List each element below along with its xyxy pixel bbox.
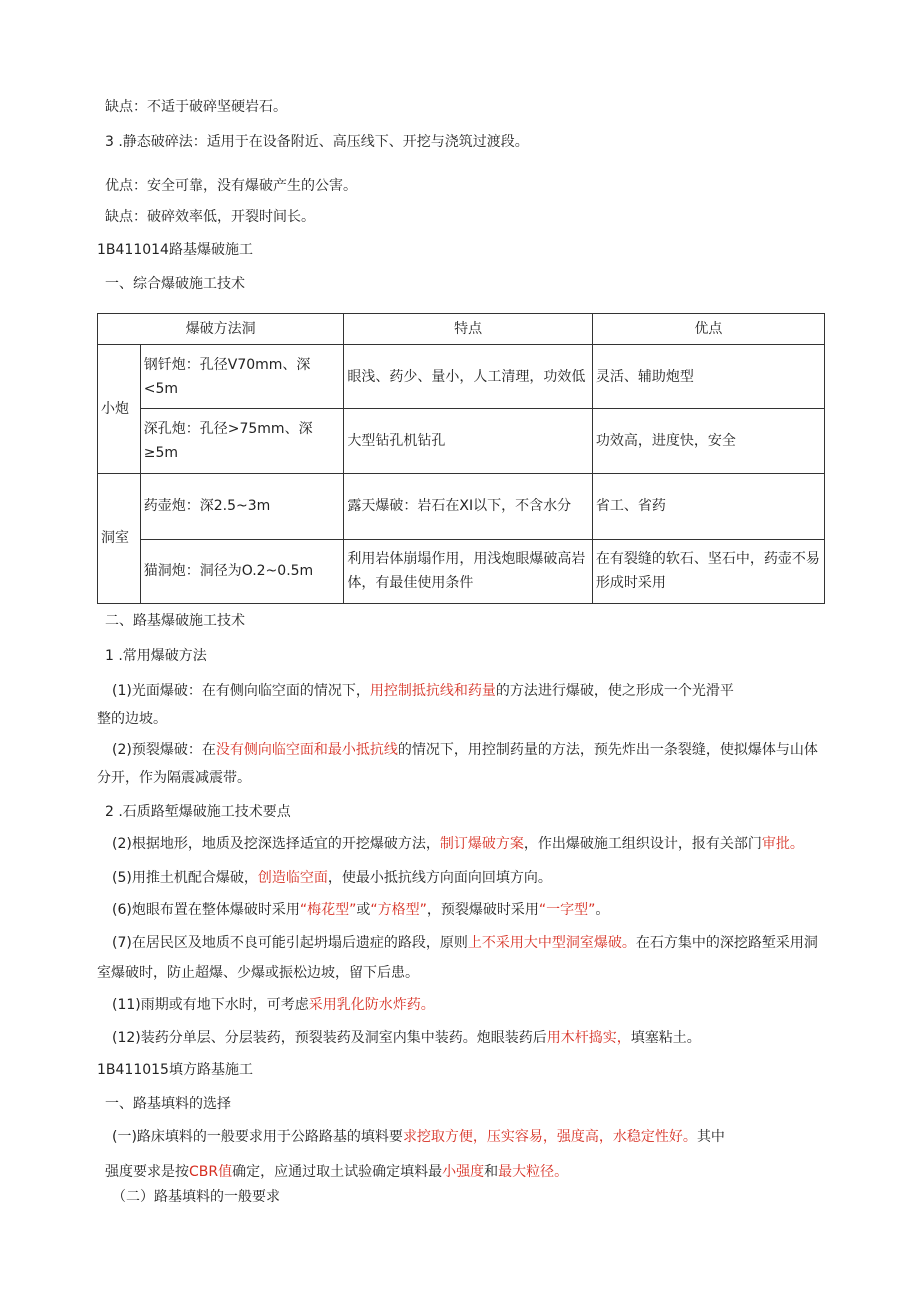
text-span: (5)用推土机配合爆破， (112, 870, 258, 886)
subsection-heading: 二、路基爆破施工技术 (105, 613, 245, 629)
blasting-methods-table (97, 313, 825, 604)
paragraph-line (112, 901, 609, 919)
text-line: 优点：安全可靠，没有爆破产生的公害。 (105, 178, 357, 194)
text-span: 。 (595, 902, 610, 918)
text-line: 缺点：破碎效率低，开裂时间长。 (105, 209, 315, 225)
emphasis-text: 用控制抵抗线和药量 (369, 683, 496, 699)
emphasis-text: 最大粒径。 (498, 1164, 569, 1180)
table-row (98, 473, 825, 539)
text-line: （二）路基填料的一般要求 (112, 1189, 280, 1205)
emphasis-text: 上不采用大中型洞室爆破。 (467, 935, 636, 951)
table-cell: 省工、省药 (592, 473, 824, 539)
text-span: ，预裂爆破时采用 (426, 902, 539, 918)
table-cell: 钢钎炮：孔径V70mm、深<5m (140, 345, 344, 409)
table-cell: 眼浅、药少、量小，人工清理，功效低 (344, 345, 592, 409)
text-span: 在石方集中的深挖路堑采用洞 (635, 935, 818, 951)
table-cell: 猫洞炮：洞径为O.2~0.5m (140, 539, 344, 603)
emphasis-text: “一字型” (538, 902, 596, 918)
text-span: (1)光面爆破：在有侧向临空面的情况下， (112, 683, 370, 699)
paragraph-line (112, 1128, 725, 1146)
text-span: 确定，应通过取土试验确定填料最 (232, 1164, 443, 1180)
table-cell: 在有裂缝的软石、坚石中，药壶不易形成时采用 (592, 539, 824, 603)
section-heading: 1B411014路基爆破施工 (97, 242, 253, 258)
table-cell: 利用岩体崩塌作用，用浅炮眼爆破高岩体，有最佳使用条件 (344, 539, 592, 603)
paragraph-line (105, 1163, 568, 1181)
table-row (98, 345, 825, 409)
text-span: (2)预裂爆破：在 (112, 742, 216, 758)
text-span: ，使最小抵抗线方向面向回填方向。 (327, 870, 552, 886)
text-span: (6)炮眼布置在整体爆破时采用 (112, 902, 300, 918)
text-span: 和 (484, 1164, 499, 1180)
paragraph-line (112, 741, 818, 759)
text-span: (2)根据地形，地质及挖深选择适宜的开挖爆破方法， (112, 836, 440, 852)
emphasis-text: 采用乳化防水炸药。 (308, 997, 435, 1013)
text-span: ，作出爆破施工组织设计，报有关部门 (523, 836, 762, 852)
text-span: (11)雨期或有地下水时，可考虑 (112, 997, 309, 1013)
emphasis-text: 用木杆捣实， (546, 1030, 631, 1046)
text-span: 其中 (696, 1129, 725, 1145)
emphasis-text: 求挖取方便，压实容易，强度高，水稳定性好。 (402, 1129, 697, 1145)
text-line: 3 .静态破碎法：适用于在设备附近、高压线下、开挖与浇筑过渡段。 (105, 134, 529, 150)
paragraph-line (112, 835, 804, 853)
emphasis-text: CBR值 (189, 1164, 233, 1180)
paragraph-line: 室爆破时，防止超爆、少爆或振松边坡，留下后患。 (97, 965, 419, 981)
text-span: 的方法进行爆破，使之形成一个光滑平 (495, 683, 734, 699)
paragraph-line (112, 682, 734, 700)
paragraph-line: 分开，作为隔震减震带。 (97, 770, 251, 786)
table-cell: 药壶炮：深2.5~3m (140, 473, 344, 539)
text-span: (一)路床填料的一般要求用于公路路基的填料要 (112, 1129, 403, 1145)
table-cell: 深孔炮：孔径>75mm、深≥5m (140, 409, 344, 473)
emphasis-text: 审批。 (761, 836, 804, 852)
emphasis-text: 创造临空面 (257, 870, 328, 886)
subsection-heading: 一、综合爆破施工技术 (105, 276, 245, 292)
table-header-cell: 特点 (344, 314, 592, 345)
text-line: 缺点：不适于破碎坚硬岩石。 (105, 99, 287, 115)
table-header-cell: 爆破方法洞 (98, 314, 344, 345)
paragraph-line (112, 1029, 701, 1047)
emphasis-text: “梅花型” (299, 902, 357, 918)
section-heading: 1B411015填方路基施工 (97, 1062, 253, 1078)
text-span: 或 (356, 902, 371, 918)
paragraph-line (112, 869, 552, 887)
paragraph-line (112, 934, 818, 952)
emphasis-text: 没有侧向临空面和最小抵抗线 (215, 742, 398, 758)
text-line: 1 .常用爆破方法 (105, 648, 207, 664)
table-cell: 灵活、辅助炮型 (592, 345, 824, 409)
table-group-cell: 小炮 (98, 345, 141, 473)
table-cell: 露天爆破：岩石在XI以下，不含水分 (344, 473, 592, 539)
text-span: (7)在居民区及地质不良可能引起坍塌后遗症的路段，原则 (112, 935, 468, 951)
text-span: (12)装药分单层、分层装药，预裂装药及洞室内集中装药。炮眼装药后 (112, 1030, 547, 1046)
table-cell: 功效高，进度快，安全 (592, 409, 824, 473)
table-header-cell: 优点 (592, 314, 824, 345)
emphasis-text: 制订爆破方案 (439, 836, 524, 852)
text-span: 填塞粘土。 (630, 1030, 701, 1046)
text-span: 的情况下，用控制药量的方法，预先炸出一条裂缝，使拟爆体与山体 (397, 742, 818, 758)
emphasis-text: 小强度 (442, 1164, 485, 1180)
table-cell: 大型钻孔机钻孔 (344, 409, 592, 473)
paragraph-line: 整的边坡。 (97, 711, 167, 727)
paragraph-line (112, 996, 435, 1014)
text-span: 强度要求是按 (105, 1164, 189, 1180)
table-row (98, 539, 825, 603)
emphasis-text: “方格型” (370, 902, 427, 918)
table-group-cell: 洞室 (98, 473, 141, 603)
text-line: 2 .石质路堑爆破施工技术要点 (105, 804, 291, 820)
subsection-heading: 一、路基填料的选择 (105, 1096, 231, 1112)
table-row (98, 409, 825, 473)
